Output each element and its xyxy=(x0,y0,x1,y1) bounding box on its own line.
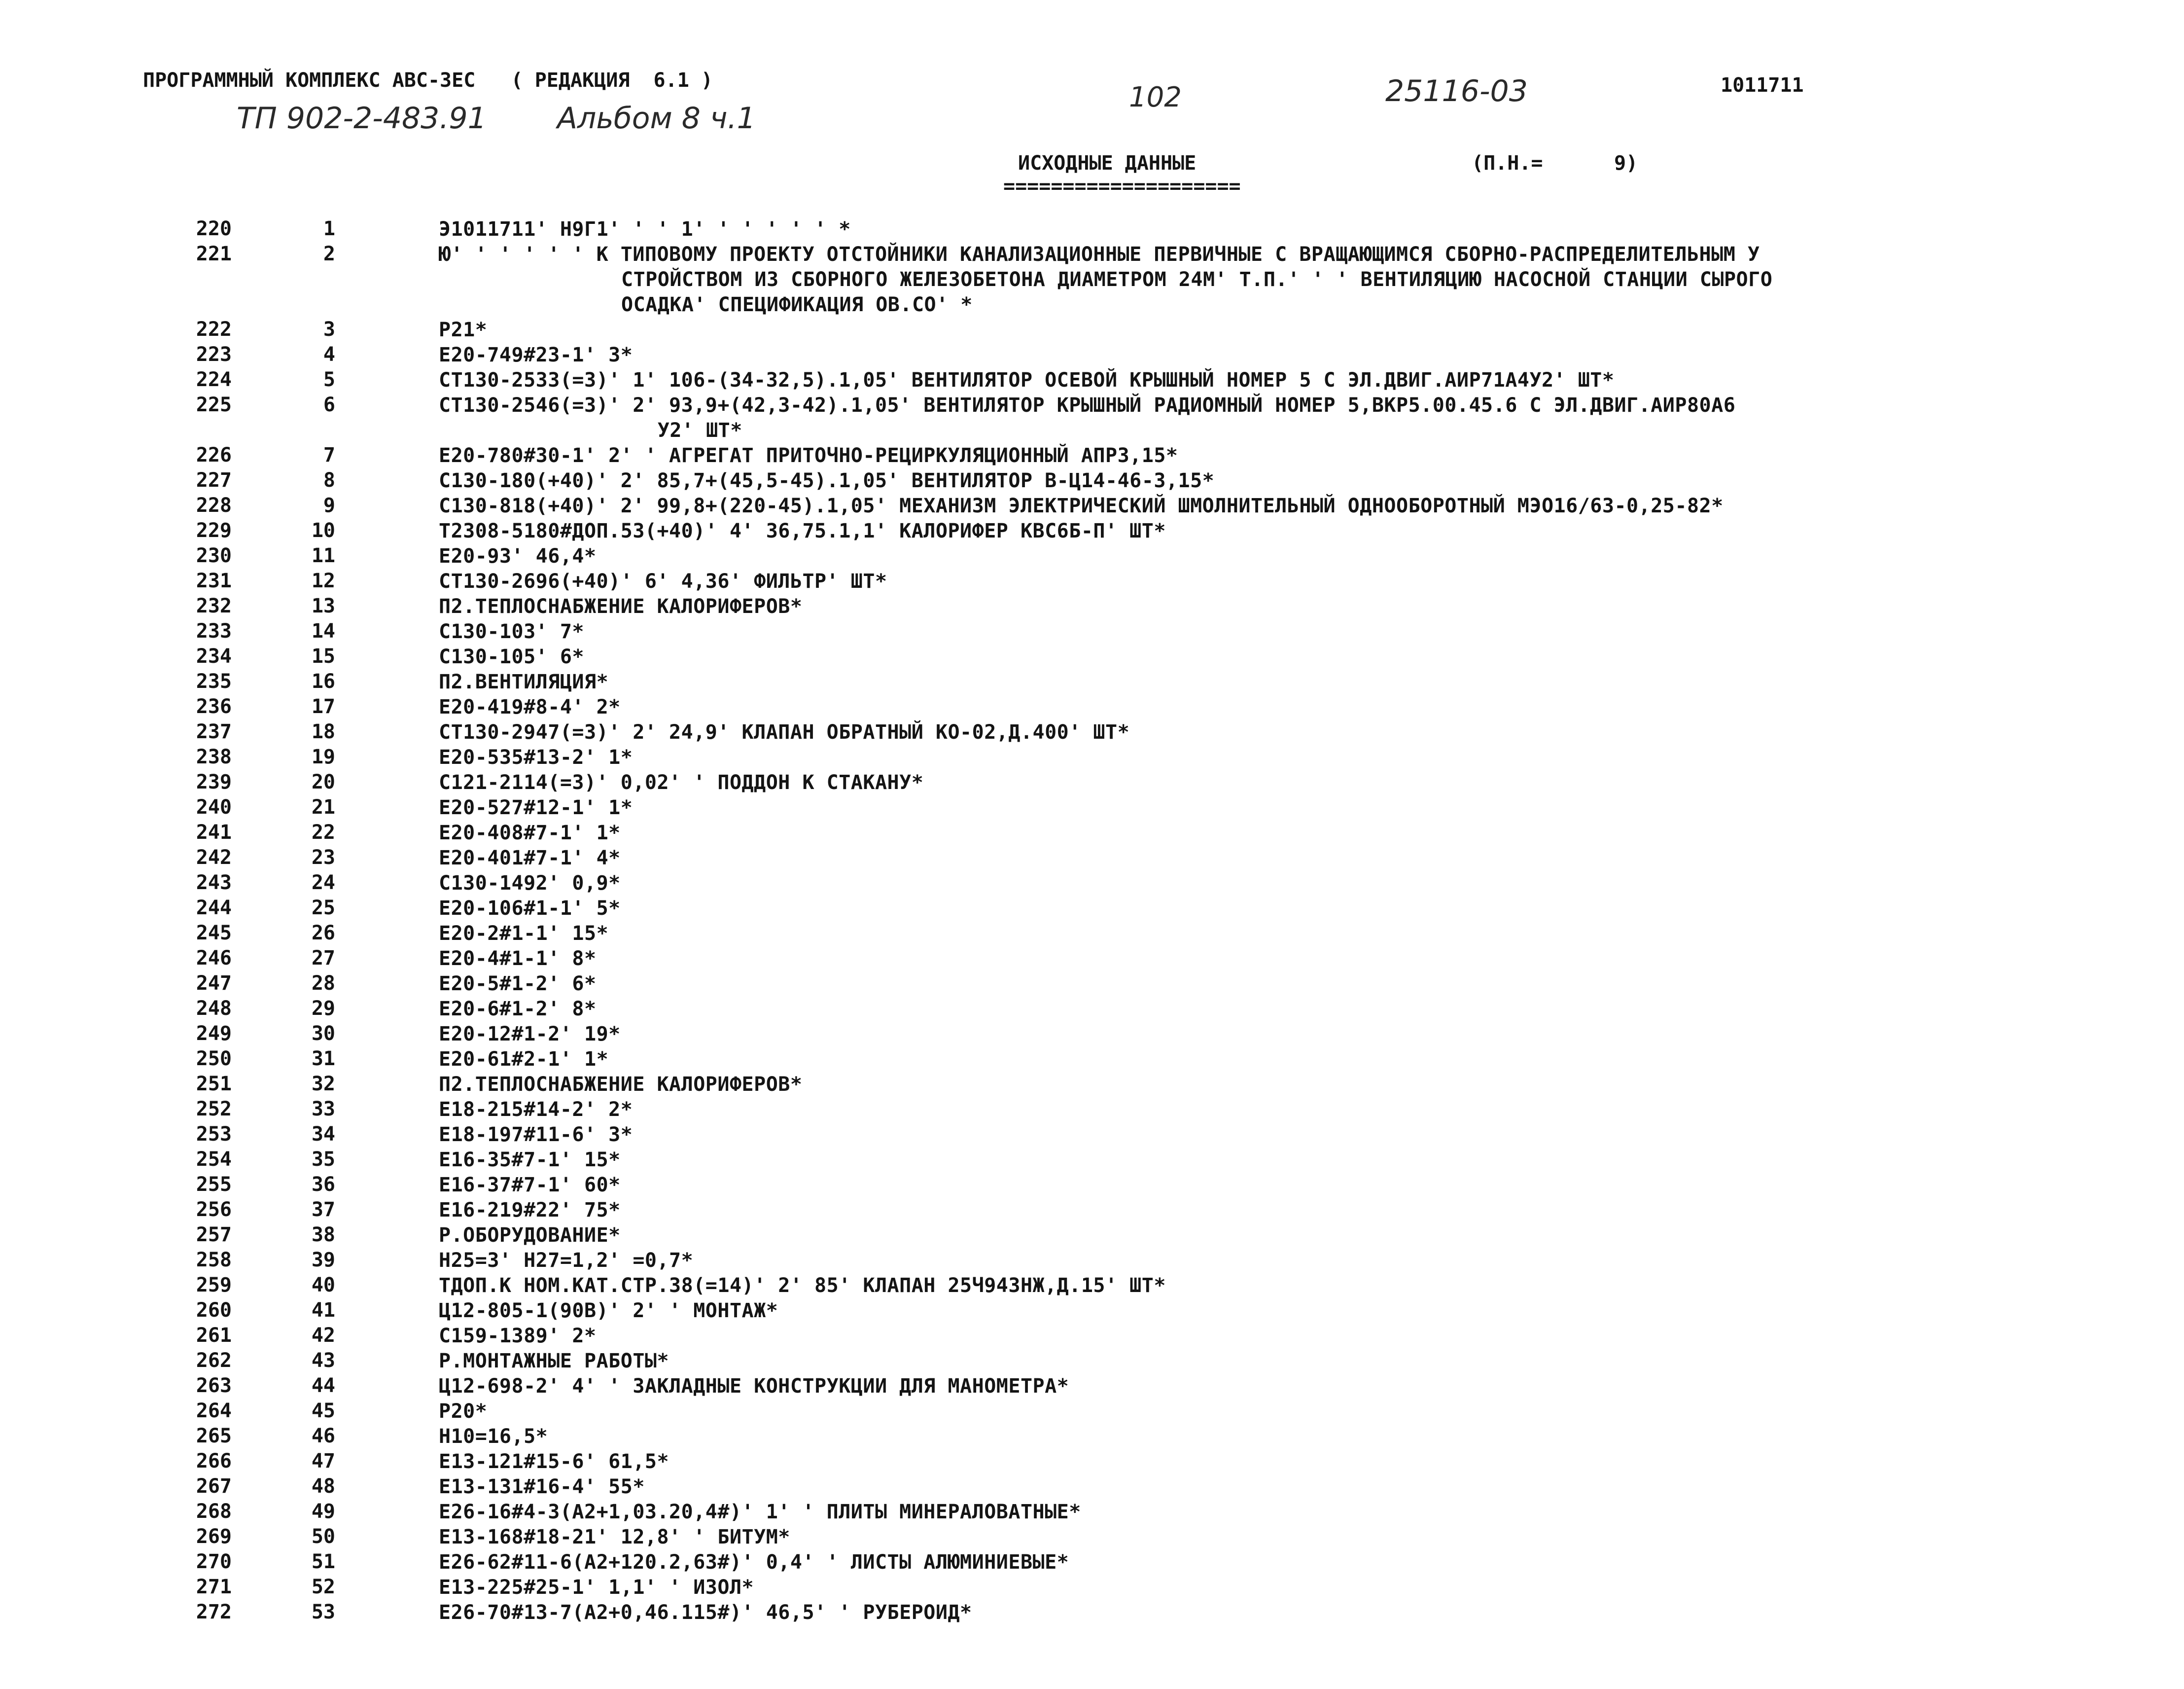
record-text-line: Р.МОНТАЖНЫЕ РАБОТЫ* xyxy=(439,1350,669,1372)
listing-row xyxy=(0,619,2184,645)
record-text-line: Ю' ' ' ' ' ' К ТИПОВОМУ ПРОЕКТУ ОТСТОЙНИКИ КАНАЛИЗАЦИОННЫЕ ПЕРВИЧНЫЕ С ВРАЩАЮЩИМСЯ СБОРНО-РАСПРЕДЕЛИТЕЛЬНЫМ У xyxy=(439,243,1760,266)
page-label: (П.Н.= 9) xyxy=(1472,152,1638,175)
sequence-number: 15 xyxy=(311,645,335,668)
record-text xyxy=(439,1198,2051,1223)
sequence-number: 44 xyxy=(311,1374,335,1397)
record-text-line: Е13-168#18-21' 12,8' ' БИТУМ* xyxy=(439,1526,790,1548)
sequence-number: 19 xyxy=(311,746,335,768)
record-text xyxy=(439,1148,2051,1173)
record-text-line: Е20-780#30-1' 2' ' АГРЕГАТ ПРИТОЧНО-РЕЦИРКУЛЯЦИОННЫЙ АПР3,15* xyxy=(439,444,1178,467)
line-number: 226 xyxy=(196,444,232,467)
record-text xyxy=(439,468,2051,494)
line-number: 251 xyxy=(196,1073,232,1095)
line-number: 220 xyxy=(196,217,232,240)
record-text-line: Т2308-5180#ДОП.53(+40)' 4' 36,75.1,1' КАЛОРИФЕР КВС6Б-П' ШТ* xyxy=(439,520,1166,542)
sequence-number: 4 xyxy=(323,343,335,366)
record-text xyxy=(439,1223,2051,1248)
record-text-line: С130-1492' 0,9* xyxy=(439,872,621,895)
record-text-line: СТ130-2696(+40)' 6' 4,36' ФИЛЬТР' ШТ* xyxy=(439,570,887,593)
record-text xyxy=(439,871,2051,896)
line-number: 231 xyxy=(196,570,232,592)
sequence-number: 47 xyxy=(311,1450,335,1473)
line-number: 247 xyxy=(196,972,232,995)
sequence-number: 23 xyxy=(311,846,335,869)
program-title: ПРОГРАММНЫЙ КОМПЛЕКС АВС-3ЕС ( РЕДАКЦИЯ 6.1 ) xyxy=(143,69,713,92)
sequence-number: 48 xyxy=(311,1475,335,1498)
record-text-line: Р.ОБОРУДОВАНИЕ* xyxy=(439,1224,621,1247)
record-text-line: Е20-408#7-1' 1* xyxy=(439,822,621,844)
record-text-line: Е26-16#4-3(А2+1,03.20,4#)' 1' ' ПЛИТЫ МИНЕРАЛОВАТНЫЕ* xyxy=(439,1501,1081,1523)
sequence-number: 16 xyxy=(311,670,335,693)
listing-row xyxy=(0,1273,2184,1298)
line-number: 256 xyxy=(196,1198,232,1221)
record-text-line: Е20-61#2-1' 1* xyxy=(439,1048,609,1071)
sequence-number: 31 xyxy=(311,1047,335,1070)
record-text xyxy=(439,1500,2051,1525)
listing-row xyxy=(0,1122,2184,1148)
line-number: 259 xyxy=(196,1274,232,1296)
listing-row xyxy=(0,1223,2184,1248)
sequence-number: 36 xyxy=(311,1173,335,1196)
sequence-number: 6 xyxy=(323,394,335,416)
sequence-number: 45 xyxy=(311,1400,335,1422)
listing-row xyxy=(0,393,2184,443)
record-text xyxy=(439,343,2051,368)
line-number: 225 xyxy=(196,394,232,416)
sequence-number: 41 xyxy=(311,1299,335,1322)
listing-row xyxy=(0,519,2184,544)
record-text xyxy=(439,946,2051,971)
sequence-number: 18 xyxy=(311,720,335,743)
listing-row xyxy=(0,1424,2184,1449)
sequence-number: 9 xyxy=(323,494,335,517)
record-text-line: Е20-527#12-1' 1* xyxy=(439,796,633,819)
document-code: 1011711 xyxy=(1721,74,1804,97)
line-number: 268 xyxy=(196,1500,232,1523)
sequence-number: 30 xyxy=(311,1022,335,1045)
record-text-line: С130-103' 7* xyxy=(439,620,584,643)
sequence-number: 13 xyxy=(311,595,335,617)
line-number: 252 xyxy=(196,1098,232,1120)
record-text-line: Е20-401#7-1' 4* xyxy=(439,847,621,869)
record-text xyxy=(439,1047,2051,1072)
record-text-line: Е20-12#1-2' 19* xyxy=(439,1023,621,1045)
sequence-number: 2 xyxy=(323,243,335,265)
record-text-line: С130-180(+40)' 2' 85,7+(45,5-45).1,05' ВЕНТИЛЯТОР В-Ц14-46-3,15* xyxy=(439,469,1215,492)
line-number: 262 xyxy=(196,1349,232,1372)
record-text xyxy=(439,1550,2051,1575)
line-number: 241 xyxy=(196,821,232,844)
record-text xyxy=(439,519,2051,544)
listing-row xyxy=(0,770,2184,795)
sequence-number: 32 xyxy=(311,1073,335,1095)
listing-row xyxy=(0,645,2184,670)
record-text-line: Р20* xyxy=(439,1400,488,1423)
sequence-number: 33 xyxy=(311,1098,335,1120)
record-text-line: Е16-219#22' 75* xyxy=(439,1199,621,1222)
line-number: 253 xyxy=(196,1123,232,1146)
sequence-number: 49 xyxy=(311,1500,335,1523)
record-text-line: Е18-215#14-2' 2* xyxy=(439,1098,633,1121)
record-text xyxy=(439,821,2051,846)
listing-row xyxy=(0,443,2184,468)
sequence-number: 38 xyxy=(311,1223,335,1246)
line-number: 257 xyxy=(196,1223,232,1246)
record-text-line: Ц12-698-2' 4' ' ЗАКЛАДНЫЕ КОНСТРУКЦИИ ДЛЯ МАНОМЕТРА* xyxy=(439,1375,1069,1398)
record-text-line: СТ130-2546(=3)' 2' 93,9+(42,3-42).1,05' ВЕНТИЛЯТОР КРЫШНЫЙ РАДИОМНЫЙ НОМЕР 5,ВКР5.00.45.6 С ЭЛ.ДВИГ.АИР80А6 xyxy=(439,394,1736,417)
record-text xyxy=(439,1424,2051,1449)
listing-row xyxy=(0,594,2184,619)
record-text xyxy=(439,242,2051,318)
listing-row xyxy=(0,1550,2184,1575)
record-text-line: Е20-2#1-1' 15* xyxy=(439,922,609,945)
sequence-number: 3 xyxy=(323,318,335,341)
record-text-line: Е13-131#16-4' 55* xyxy=(439,1475,645,1498)
record-text xyxy=(439,443,2051,468)
line-number: 264 xyxy=(196,1400,232,1422)
record-text-line: Е13-225#25-1' 1,1' ' ИЗОЛ* xyxy=(439,1576,754,1599)
sequence-number: 20 xyxy=(311,771,335,793)
record-text xyxy=(439,217,2051,242)
line-number: 265 xyxy=(196,1425,232,1447)
listing-row xyxy=(0,971,2184,997)
line-number: 266 xyxy=(196,1450,232,1473)
line-number: 222 xyxy=(196,318,232,341)
listing-row xyxy=(0,1248,2184,1273)
record-text-line: Е20-749#23-1' 3* xyxy=(439,344,633,366)
listing-row xyxy=(0,1072,2184,1097)
record-text-line: Е20-4#1-1' 8* xyxy=(439,947,597,970)
sequence-number: 39 xyxy=(311,1249,335,1271)
record-text xyxy=(439,393,2051,443)
record-text xyxy=(439,770,2051,795)
line-number: 240 xyxy=(196,796,232,819)
record-text xyxy=(439,896,2051,921)
record-text-line: ТДОП.К НОМ.КАТ.СТР.38(=14)' 2' 85' КЛАПАН 25Ч943НЖ,Д.15' ШТ* xyxy=(439,1274,1166,1297)
section-title: ИСХОДНЫЕ ДАННЫЕ xyxy=(1018,152,1197,175)
handwritten-album: Альбом 8 ч.1 xyxy=(557,101,756,136)
listing-row xyxy=(0,1575,2184,1600)
listing-row xyxy=(0,896,2184,921)
record-text-line: Е20-5#1-2' 6* xyxy=(439,972,597,995)
record-text xyxy=(439,695,2051,720)
record-text xyxy=(439,569,2051,594)
line-number: 250 xyxy=(196,1047,232,1070)
record-text xyxy=(439,544,2051,569)
record-text-line: С159-1389' 2* xyxy=(439,1325,597,1347)
listing-row xyxy=(0,1349,2184,1374)
record-text-line: Ц12-805-1(90В)' 2' ' МОНТАЖ* xyxy=(439,1299,778,1322)
listing-row xyxy=(0,242,2184,318)
record-text-line: Е16-37#7-1' 60* xyxy=(439,1174,621,1196)
line-number: 269 xyxy=(196,1525,232,1548)
record-text xyxy=(439,1022,2051,1047)
record-text-line: Р21* xyxy=(439,319,488,341)
sequence-number: 29 xyxy=(311,997,335,1020)
sequence-number: 35 xyxy=(311,1148,335,1171)
record-text-line: Н10=16,5* xyxy=(439,1425,548,1448)
listing-row xyxy=(0,821,2184,846)
line-number: 272 xyxy=(196,1601,232,1623)
sequence-number: 28 xyxy=(311,972,335,995)
listing-row xyxy=(0,1198,2184,1223)
sequence-number: 8 xyxy=(323,469,335,492)
record-continuation-line: ОСАДКА' СПЕЦИФИКАЦИЯ ОВ.СО' * xyxy=(621,293,973,316)
line-number: 267 xyxy=(196,1475,232,1498)
listing-row xyxy=(0,1525,2184,1550)
line-number: 227 xyxy=(196,469,232,492)
line-number: 233 xyxy=(196,620,232,643)
listing-row xyxy=(0,1474,2184,1500)
listing-row xyxy=(0,1449,2184,1474)
line-number: 244 xyxy=(196,897,232,919)
sequence-number: 21 xyxy=(311,796,335,819)
listing-row xyxy=(0,720,2184,745)
line-number: 270 xyxy=(196,1550,232,1573)
record-text xyxy=(439,1248,2051,1273)
sequence-number: 42 xyxy=(311,1324,335,1347)
sequence-number: 46 xyxy=(311,1425,335,1447)
line-number: 228 xyxy=(196,494,232,517)
line-number: 224 xyxy=(196,368,232,391)
line-number: 258 xyxy=(196,1249,232,1271)
record-text xyxy=(439,1474,2051,1500)
record-text xyxy=(439,921,2051,946)
handwritten-project-number: ТП 902-2-483.91 xyxy=(237,101,487,136)
record-text xyxy=(439,1298,2051,1324)
record-text xyxy=(439,1173,2051,1198)
record-text-line: П2.ТЕПЛОСНАБЖЕНИЕ КАЛОРИФЕРОВ* xyxy=(439,595,803,618)
record-text-line: Э1011711' Н9Г1' ' ' 1' ' ' ' ' ' * xyxy=(439,218,851,241)
record-text xyxy=(439,1324,2051,1349)
listing-row xyxy=(0,670,2184,695)
listing-row xyxy=(0,1047,2184,1072)
record-text-line: Н25=3' Н27=1,2' =0,7* xyxy=(439,1249,694,1272)
listing-row xyxy=(0,997,2184,1022)
sequence-number: 1 xyxy=(323,217,335,240)
record-text-line: С130-818(+40)' 2' 99,8+(220-45).1,05' МЕХАНИЗМ ЭЛЕКТРИЧЕСКИЙ ШМОЛНИТЕЛЬНЫЙ ОДНООБОРОТНЫЙ МЭО16/63-0,25-82* xyxy=(439,495,1724,517)
listing-row xyxy=(0,1097,2184,1122)
record-text xyxy=(439,1449,2051,1474)
record-text-line: П2.ТЕПЛОСНАБЖЕНИЕ КАЛОРИФЕРОВ* xyxy=(439,1073,803,1096)
listing-row xyxy=(0,494,2184,519)
line-number: 230 xyxy=(196,544,232,567)
listing-row xyxy=(0,318,2184,343)
line-number: 221 xyxy=(196,243,232,265)
record-text xyxy=(439,1525,2051,1550)
record-text-line: Е16-35#7-1' 15* xyxy=(439,1149,621,1171)
sequence-number: 40 xyxy=(311,1274,335,1296)
line-number: 246 xyxy=(196,947,232,970)
sequence-number: 11 xyxy=(311,544,335,567)
record-text-line: Е20-106#1-1' 5* xyxy=(439,897,621,920)
sequence-number: 7 xyxy=(323,444,335,467)
line-number: 235 xyxy=(196,670,232,693)
record-text xyxy=(439,1374,2051,1399)
sequence-number: 12 xyxy=(311,570,335,592)
record-text xyxy=(439,645,2051,670)
line-number: 242 xyxy=(196,846,232,869)
line-number: 232 xyxy=(196,595,232,617)
record-text xyxy=(439,795,2051,821)
sequence-number: 27 xyxy=(311,947,335,970)
record-text-line: П2.ВЕНТИЛЯЦИЯ* xyxy=(439,671,609,693)
line-number: 236 xyxy=(196,695,232,718)
record-text-line: Е20-535#13-2' 1* xyxy=(439,746,633,769)
line-number: 260 xyxy=(196,1299,232,1322)
record-text xyxy=(439,1072,2051,1097)
record-text xyxy=(439,1273,2051,1298)
record-text xyxy=(439,1122,2051,1148)
record-text-line: Е13-121#15-6' 61,5* xyxy=(439,1450,669,1473)
record-text xyxy=(439,670,2051,695)
record-text xyxy=(439,1399,2051,1424)
section-title-underline: ==================== xyxy=(1003,175,1241,198)
listing-row xyxy=(0,1374,2184,1399)
record-continuation-line: У2' ШТ* xyxy=(621,419,742,442)
record-text-line: СТ130-2947(=3)' 2' 24,9' КЛАПАН ОБРАТНЫЙ КО-02,Д.400' ШТ* xyxy=(439,721,1130,744)
record-text xyxy=(439,846,2051,871)
line-number: 254 xyxy=(196,1148,232,1171)
record-text-line: Е20-93' 46,4* xyxy=(439,545,597,568)
listing-row xyxy=(0,946,2184,971)
listing-row xyxy=(0,846,2184,871)
record-text-line: СТ130-2533(=3)' 1' 106-(34-32,5).1,05' ВЕНТИЛЯТОР ОСЕВОЙ КРЫШНЫЙ НОМЕР 5 С ЭЛ.ДВИГ.АИР71А4У2' ШТ* xyxy=(439,369,1615,392)
sequence-number: 22 xyxy=(311,821,335,844)
record-text xyxy=(439,997,2051,1022)
handwritten-page-number: 102 xyxy=(1129,81,1182,113)
record-text xyxy=(439,1600,2051,1625)
listing-row xyxy=(0,695,2184,720)
record-text-line: Е20-6#1-2' 8* xyxy=(439,998,597,1020)
listing-row xyxy=(0,745,2184,770)
record-text xyxy=(439,1349,2051,1374)
record-text xyxy=(439,1575,2051,1600)
record-text xyxy=(439,745,2051,770)
sequence-number: 17 xyxy=(311,695,335,718)
sequence-number: 26 xyxy=(311,922,335,944)
sequence-number: 14 xyxy=(311,620,335,643)
record-text xyxy=(439,971,2051,997)
line-number: 248 xyxy=(196,997,232,1020)
sequence-number: 25 xyxy=(311,897,335,919)
sequence-number: 10 xyxy=(311,519,335,542)
listing-row xyxy=(0,569,2184,594)
listing-row xyxy=(0,1399,2184,1424)
listing-row xyxy=(0,795,2184,821)
listing-row xyxy=(0,1500,2184,1525)
sequence-number: 51 xyxy=(311,1550,335,1573)
record-text-line: Е20-419#8-4' 2* xyxy=(439,696,621,719)
record-text-line: Е18-197#11-6' 3* xyxy=(439,1123,633,1146)
sequence-number: 24 xyxy=(311,871,335,894)
record-continuation-line: СТРОЙСТВОМ ИЗ СБОРНОГО ЖЕЛЕЗОБЕТОНА ДИАМЕТРОМ 24М' Т.П.' ' ' ВЕНТИЛЯЦИЮ НАСОСНОЙ СТАНЦИИ СЫРОГО xyxy=(621,268,1773,291)
listing-row xyxy=(0,1600,2184,1625)
line-number: 237 xyxy=(196,720,232,743)
listing-row xyxy=(0,1173,2184,1198)
listing-row xyxy=(0,368,2184,393)
line-number: 271 xyxy=(196,1576,232,1598)
record-text xyxy=(439,368,2051,393)
line-number: 249 xyxy=(196,1022,232,1045)
line-number: 255 xyxy=(196,1173,232,1196)
listing-row xyxy=(0,544,2184,569)
listing-row xyxy=(0,217,2184,242)
record-text-line: Е26-62#11-6(А2+120.2,63#)' 0,4' ' ЛИСТЫ АЛЮМИНИЕВЫЕ* xyxy=(439,1551,1069,1574)
handwritten-document-code: 25116-03 xyxy=(1385,74,1528,108)
record-text xyxy=(439,1097,2051,1122)
source-data-listing xyxy=(0,217,2184,1625)
record-text xyxy=(439,318,2051,343)
listing-row xyxy=(0,1148,2184,1173)
line-number: 234 xyxy=(196,645,232,668)
line-number: 238 xyxy=(196,746,232,768)
line-number: 261 xyxy=(196,1324,232,1347)
record-text xyxy=(439,494,2051,519)
listing-row xyxy=(0,1324,2184,1349)
listing-row xyxy=(0,1298,2184,1324)
listing-row xyxy=(0,871,2184,896)
sequence-number: 43 xyxy=(311,1349,335,1372)
listing-row xyxy=(0,468,2184,494)
listing-row xyxy=(0,1022,2184,1047)
line-number: 263 xyxy=(196,1374,232,1397)
line-number: 245 xyxy=(196,922,232,944)
line-number: 229 xyxy=(196,519,232,542)
sequence-number: 52 xyxy=(311,1576,335,1598)
listing-row xyxy=(0,921,2184,946)
sequence-number: 34 xyxy=(311,1123,335,1146)
record-text-line: Е26-70#13-7(А2+0,46.115#)' 46,5' ' РУБЕРОИД* xyxy=(439,1601,972,1624)
sequence-number: 5 xyxy=(323,368,335,391)
line-number: 239 xyxy=(196,771,232,793)
sequence-number: 37 xyxy=(311,1198,335,1221)
sequence-number: 53 xyxy=(311,1601,335,1623)
line-number: 223 xyxy=(196,343,232,366)
sequence-number: 50 xyxy=(311,1525,335,1548)
listing-row xyxy=(0,343,2184,368)
line-number: 243 xyxy=(196,871,232,894)
record-text xyxy=(439,594,2051,619)
record-text xyxy=(439,720,2051,745)
record-text-line: С121-2114(=3)' 0,02' ' ПОДДОН К СТАКАНУ* xyxy=(439,771,924,794)
record-text-line: С130-105' 6* xyxy=(439,646,584,668)
record-text xyxy=(439,619,2051,645)
